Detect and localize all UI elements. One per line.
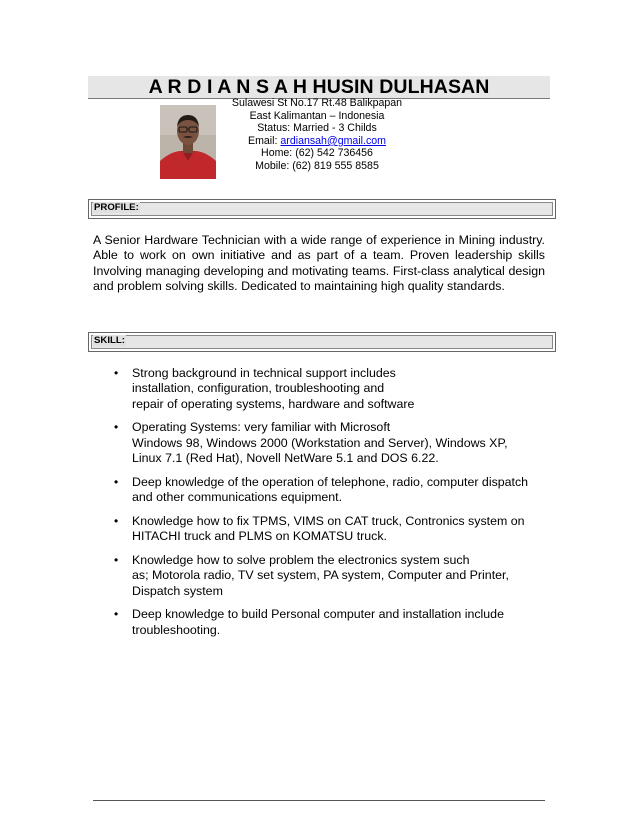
skill-item-line: Knowledge how to fix TPMS, VIMS on CAT truck, Contronics system on (132, 513, 525, 528)
bullet-icon: • (114, 474, 119, 489)
skill-item-line: installation, configuration, troubleshooting and (132, 381, 385, 396)
skill-item-line: Windows 98, Windows 2000 (Workstation and Server), Windows XP, (132, 435, 508, 450)
profile-photo-image (160, 105, 216, 179)
footer-divider (93, 800, 545, 801)
email-link[interactable]: ardiansah@gmail.com (280, 134, 386, 147)
skill-item-line: Knowledge how to solve problem the electronics system such (132, 552, 470, 567)
mobile-phone: Mobile: (62) 819 555 8585 (255, 159, 379, 172)
skill-heading: SKILL: (94, 335, 125, 346)
name-header (88, 76, 550, 99)
skill-item (108, 514, 548, 545)
skill-item-line: Dispatch system (132, 583, 223, 598)
skill-item-line: Deep knowledge to build Personal computer and installation include (132, 607, 504, 622)
skill-item-line: Linux 7.1 (Red Hat), Novell NetWare 5.1 and DOS 6.22. (132, 450, 439, 465)
bullet-icon: • (114, 552, 119, 567)
bullet-icon: • (114, 513, 119, 528)
skill-item-line: Strong background in technical support includes (132, 366, 396, 380)
bullet-icon: • (114, 366, 119, 380)
email-label: Email: (248, 134, 281, 147)
contact-info (224, 97, 410, 173)
skill-item-line: as; Motorola radio, TV set system, PA system, Computer and Printer, (132, 568, 509, 583)
marital-status: Status: Married - 3 Childs (257, 122, 377, 135)
skill-item-line: and other communications equipment. (132, 490, 343, 505)
home-phone: Home: (62) 542 736456 (261, 147, 373, 160)
profile-section-header (88, 199, 556, 219)
profile-summary: A Senior Hardware Technician with a wide range of experience in Mining industry. Able to work on own initiative and as part of a team. Proven leadership skills Involving managing developing and motivating teams. First-class analytical design and problem solving skills. Dedicated to maintaining high quality standards. (93, 233, 545, 293)
region-line: East Kalimantan – Indonesia (249, 109, 385, 122)
skill-item-line: repair of operating systems, hardware and software (132, 396, 415, 411)
candidate-name: A R D I A N S A H HUSIN DULHASAN (148, 76, 490, 98)
skill-item-line: Deep knowledge of the operation of telephone, radio, computer dispatch (132, 474, 529, 489)
skill-item-line: HITACHI truck and PLMS on KOMATSU truck. (132, 529, 387, 544)
skill-item-line: troubleshooting. (132, 622, 221, 637)
bullet-icon: • (114, 607, 119, 622)
email-line (224, 135, 410, 148)
skill-list (108, 366, 548, 646)
skill-item-line: Operating Systems: very familiar with Microsoft (132, 420, 391, 435)
skill-item (108, 553, 548, 599)
bullet-icon: • (114, 420, 119, 435)
profile-photo (160, 105, 216, 179)
address-line: Sulawesi St No.17 Rt.48 Balikpapan (231, 97, 403, 109)
skill-item (108, 475, 548, 506)
profile-header-fill (91, 202, 553, 216)
skill-section-header (88, 332, 556, 352)
skill-item (108, 366, 548, 412)
profile-heading: PROFILE: (94, 202, 139, 213)
skill-header-fill (91, 335, 553, 349)
skill-item (108, 420, 548, 466)
skill-item (108, 607, 548, 638)
